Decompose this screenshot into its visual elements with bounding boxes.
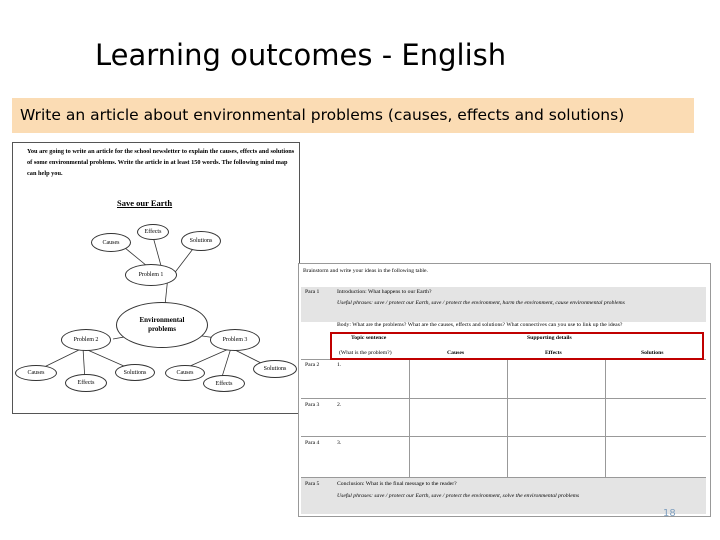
body-prompt: Body: What are the problems? What are the causes, effects and solutions? What connectives can you use to link up the ideas? [337, 322, 623, 328]
para4-label: Para 4 [305, 440, 320, 446]
mindmap-node-problem-1: Problem 1 [125, 264, 177, 286]
para5-label: Para 5 [305, 481, 320, 487]
mindmap-node-solutions-right: Solutions [253, 360, 297, 378]
col-solutions: Solutions [641, 350, 664, 356]
table-hline [301, 436, 706, 437]
para3-label: Para 3 [305, 402, 320, 408]
mindmap-node-effects-left: Effects [65, 374, 107, 392]
para5-conclusion: Conclusion: What is the final message to the reader? [337, 481, 457, 487]
mindmap-node-solutions: Solutions [181, 231, 221, 251]
para2-num: 1. [337, 362, 342, 368]
table-vline [605, 359, 606, 479]
mindmap-title: Save our Earth [117, 198, 173, 208]
para3-num: 2. [337, 402, 342, 408]
col-causes: Causes [447, 350, 465, 356]
para1-label: Para 1 [305, 289, 320, 295]
mindmap-node-causes: Causes [91, 233, 131, 252]
col-effects: Effects [545, 350, 562, 356]
outcome-banner: Write an article about environmental problems (causes, effects and solutions) [12, 98, 694, 133]
table-vline [409, 359, 410, 479]
mindmap-node-solutions-mid: Solutions [115, 364, 155, 381]
mindmap-node-causes-mid: Causes [165, 365, 205, 381]
mindmap-worksheet [12, 142, 300, 414]
table-hline [301, 398, 706, 399]
slide-number: 18 [663, 508, 676, 519]
para4-num: 3. [337, 440, 342, 446]
para5-phrases: Useful phrases: save / protect our Earth, save / protect the environment, solve the environmental problems [337, 493, 580, 499]
para2-label: Para 2 [305, 362, 320, 368]
mindmap-node-problem-2: Problem 2 [61, 329, 111, 351]
mindmap-node-center: Environmental problems [116, 302, 208, 348]
col-supporting-details: Supporting details [527, 335, 572, 341]
brainstorm-worksheet [298, 263, 711, 517]
highlight-box [330, 332, 704, 360]
col-topic-sub: (What is the problem?) [339, 350, 392, 356]
para1-intro: Introduction: What happens to our Earth? [337, 289, 432, 295]
mindmap-node-problem-3: Problem 3 [210, 329, 260, 351]
mindmap-node-effects-right: Effects [203, 375, 245, 392]
col-topic-sentence: Topic sentence [351, 335, 387, 341]
para1-phrases: Useful phrases: save / protect our Earth, save / protect the environment, harm the environment, cause environmental problems [337, 300, 625, 306]
table-vline [507, 359, 508, 479]
mindmap-node-effects: Effects [137, 224, 169, 240]
worksheet-instructions: You are going to write an article for the school newsletter to explain the causes, effects and solutions of some environmental problems. Write the article in at least 150 words. The following mind map can help you. [27, 148, 295, 177]
mindmap-node-causes-left: Causes [15, 365, 57, 381]
table-heading: Brainstorm and write your ideas in the following table. [303, 268, 428, 274]
page-title: Learning outcomes - English [95, 38, 507, 72]
